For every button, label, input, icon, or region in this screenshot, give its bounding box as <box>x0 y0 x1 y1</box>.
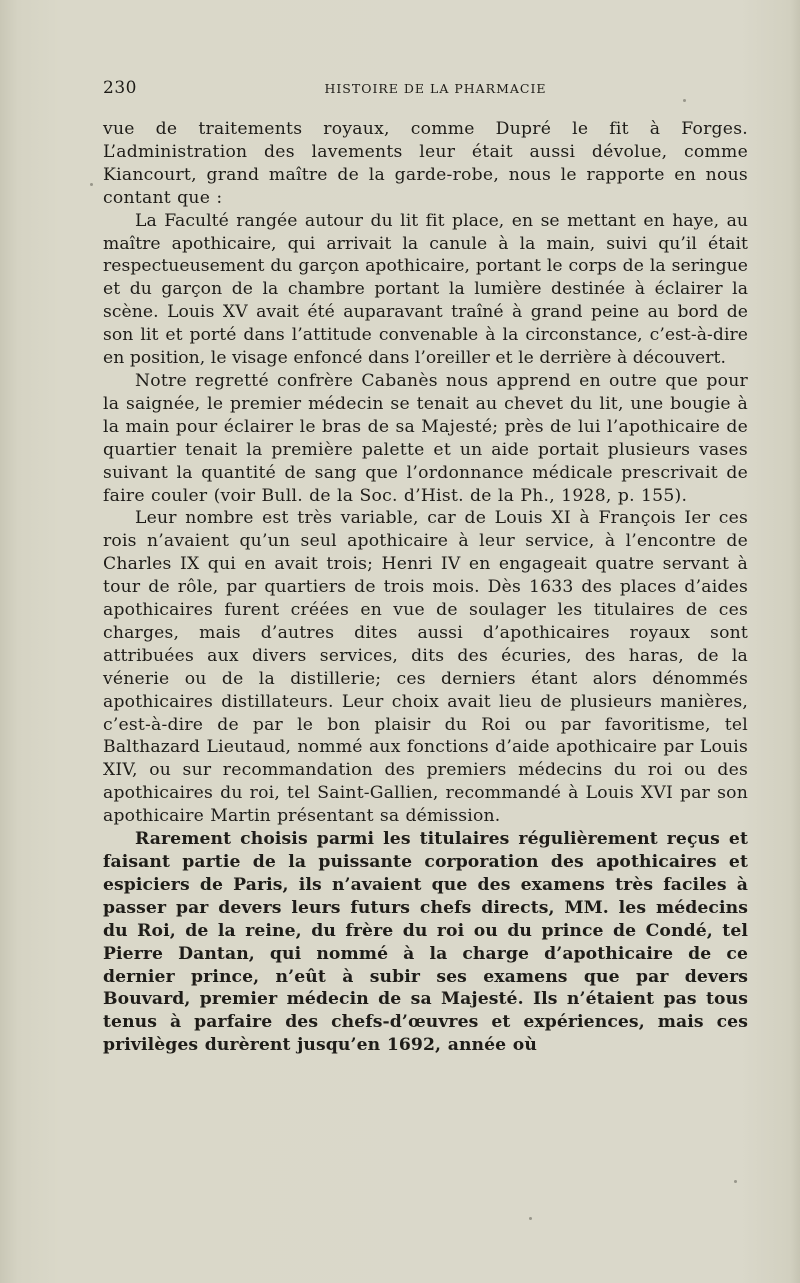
body-text <box>103 118 748 1057</box>
paragraph-quote: La Faculté rangée autour du lit fit place, en se mettant en haye, au maître apothicaire, qui arrivait la canule à la main, suivi qu’il était respectueusement du garçon apothicaire, portant le corps de la seringue et du garçon de la chambre portant la lumière destinée à éclairer la scène. Louis XV avait été auparavant traîné à grand peine au bord de son lit et porté dans l’attitude convenable à la circonstance, c’est-à-dire en position, le visage enfoncé dans l’oreiller et le derrière à découvert. <box>103 210 748 369</box>
page-header <box>103 78 748 100</box>
page-number: 230 <box>103 78 137 98</box>
running-title: HISTOIRE DE LA PHARMACIE <box>324 81 547 96</box>
paragraph-1: vue de traitements royaux, comme Dupré le fit à Forges. L’administration des lavements leur était aussi dévolue, comme Kiancourt, grand maître de la garde-robe, nous le rapporte en nous contant que : <box>103 119 748 208</box>
paragraph-3: Notre regretté confrère Cabanès nous apprend en outre que pour la saignée, le premier médecin se tenait au chevet du lit, une bougie à la main pour éclairer le bras de sa Majesté; près de lui l’apothicaire de quartier tenait la première palette et un aide portait plusieurs vases suivant la quantité de sang que l’ordonnance médicale prescrivait de faire couler (voir Bull. de la Soc. d’Hist. de la Ph., 1928, p. 155). <box>103 370 748 506</box>
print-speck <box>529 1217 532 1220</box>
print-speck <box>683 99 686 102</box>
paragraph-4: Leur nombre est très variable, car de Louis XI à François Ier ces rois n’avaient qu’un seul apothicaire à leur service, à l’encontre de Charles IX qui en avait trois; Henri IV en engageait quatre servant à tour de rôle, par quartiers de trois mois. Dès 1633 des places d’aides apothicaires furent créées en vue de soulager les titulaires de ces charges, mais d’autres dites aussi d’apothicaires royaux sont attribuées aux divers services, dits des écuries, des haras, de la vénerie ou de la distillerie; ces derniers étant alors dénommés apothicaires distillateurs. Leur choix avait lieu de plusieurs manières, c’est-à-dire de par le bon plaisir du Roi ou par favoritisme, tel Balthazard Lieutaud, nommé aux fonctions d’aide apothicaire par Louis XIV, ou sur recommandation des premiers médecins du roi ou des apothicaires du roi, tel Saint-Gallien, recommandé à Louis XVI par son apothicaire Martin présentant sa démission. <box>103 508 748 827</box>
print-speck <box>90 183 93 186</box>
print-speck <box>734 1180 737 1183</box>
paragraph-5: Rarement choisis parmi les titulaires régulièrement reçus et faisant partie de la puissante corporation des apothicaires et espiciers de Paris, ils n’avaient que des examens très faciles à passer par devers leurs futurs chefs directs, MM. les médecins du Roi, de la reine, du frère du roi ou du prince de Condé, tel Pierre Dantan, qui nommé à la charge d’apothicaire de ce dernier prince, n’eût à subir ses examens que par devers Bouvard, premier médecin de sa Majesté. Ils n’étaient pas tous tenus à parfaire des chefs-d’œuvres et expériences, mais ces privilèges durèrent jusqu’en 1692, année où <box>103 829 748 1056</box>
